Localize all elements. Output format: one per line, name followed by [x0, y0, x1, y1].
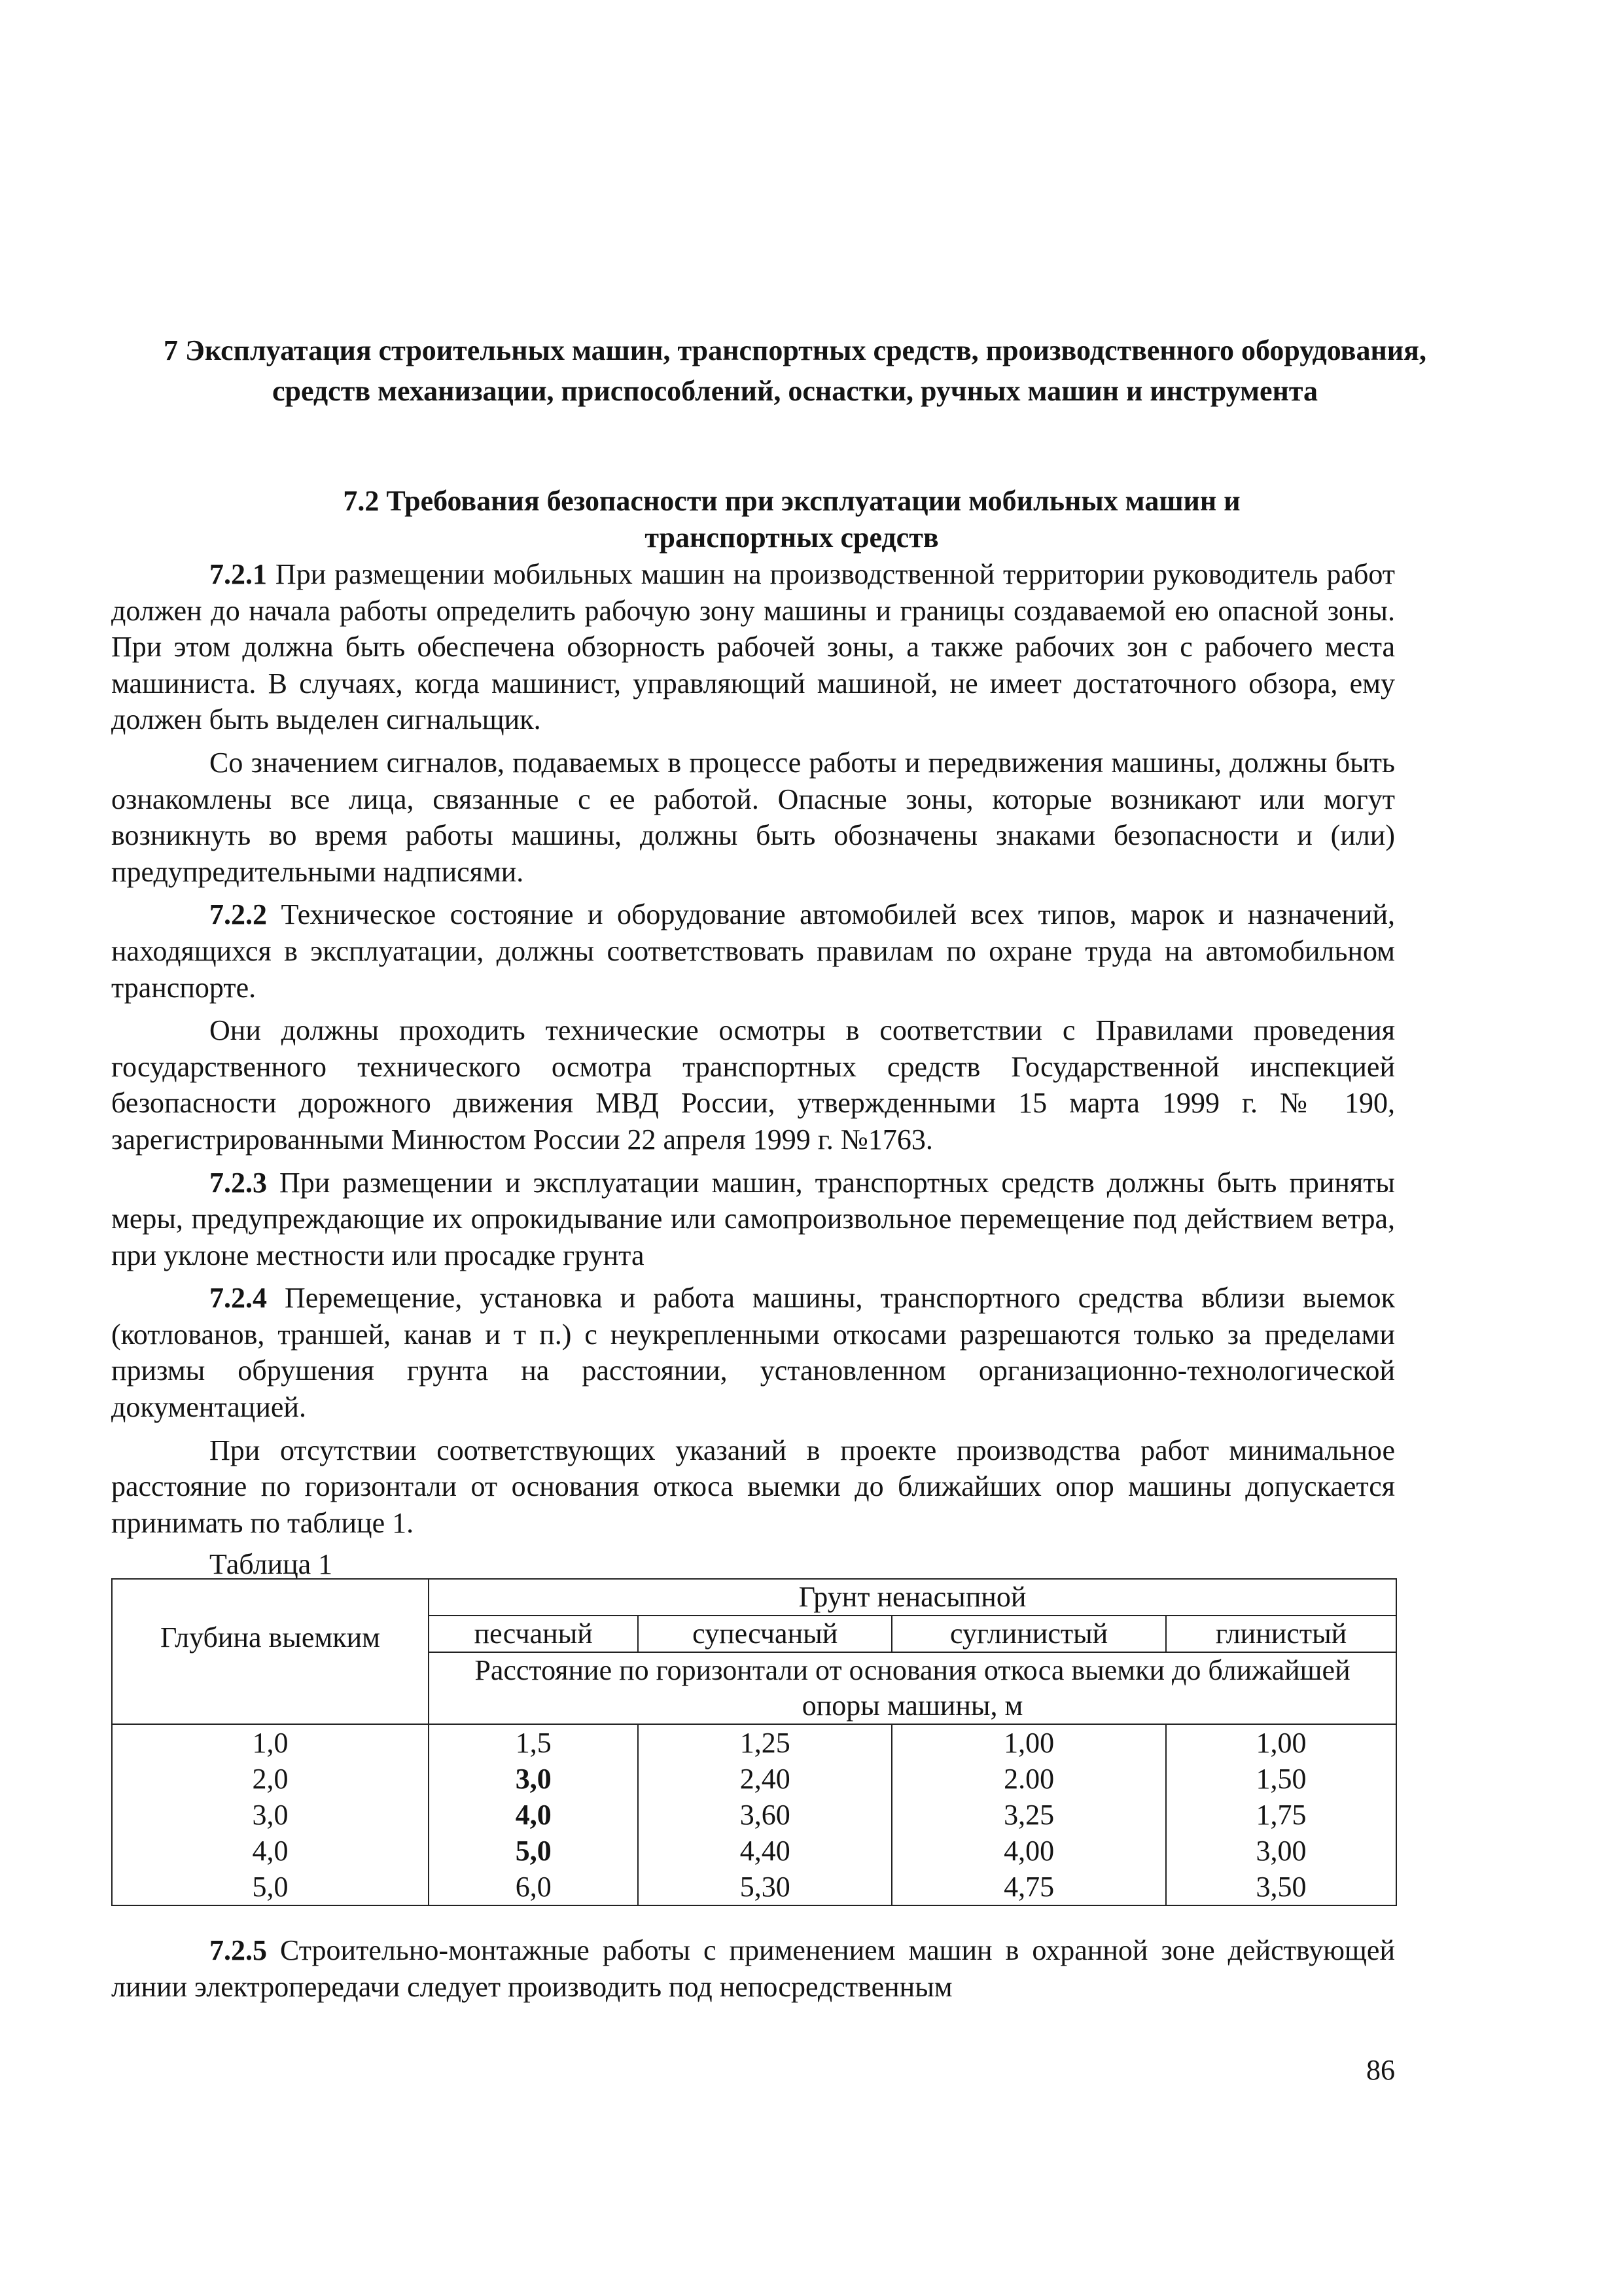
- paragraph: [111, 1932, 1395, 2006]
- paragraph-text: Техническое состояние и оборудование автомобилей всех типов, марок и назначений, находящихся в эксплуатации, должны соответствовать правилам по охране труда на автомобильном транспорте.: [111, 898, 1395, 1004]
- table-cell: 1,00: [1166, 1724, 1396, 1761]
- table-row: [112, 1833, 1396, 1869]
- table-row: [112, 1797, 1396, 1833]
- table-cell: 3,25: [892, 1797, 1166, 1833]
- distance-header: Расстояние по горизонтали от основания откоса выемки до ближайшей опоры машины, м: [429, 1652, 1396, 1724]
- paragraph-text: Они должны проходить технические осмотры в соответствии с Правилами проведения государственного технического осмотра транспортных средств Государственной инспекцией безопасности дорожного движения МВД России, утвержденными 15 марта 1999 г. № 190, зарегистрированными Минюстом России 22 апреля 1999 г. №1763.: [111, 1014, 1395, 1156]
- table-cell: 6,0: [429, 1869, 638, 1905]
- paragraph-text: При размещении мобильных машин на производственной территории руководитель работ должен до начала работы определить рабочую зону машины и границы создаваемой ею опасной зоны. При этом должна быть обеспечена обзорность рабочей зоны, а также рабочих зон с рабочего места машиниста. В случаях, когда машинист, управляющий машиной, не имеет достаточного обзора, ему должен быть выделен сигнальщик.: [111, 558, 1395, 736]
- table-cell: 5,30: [638, 1869, 892, 1905]
- distance-table: [111, 1578, 1397, 1906]
- table-cell: 3,50: [1166, 1869, 1396, 1905]
- paragraph-text: При отсутствии соответствующих указаний в проекте производства работ минимальное расстояние по горизонтали от основания откоса выемки до ближайших опор машины допускается принимать по таблице 1.: [111, 1434, 1395, 1539]
- paragraph: [111, 1432, 1395, 1542]
- table-caption: Таблица 1: [209, 1548, 333, 1580]
- page-number: 86: [1366, 2054, 1395, 2086]
- table-cell: 2.00: [892, 1761, 1166, 1797]
- clause-number: 7.2.4: [209, 1282, 267, 1315]
- table-cell: 4,0: [429, 1797, 638, 1833]
- table-cell: 1,25: [638, 1724, 892, 1761]
- table-cell: 1,75: [1166, 1797, 1396, 1833]
- soil-type-header: песчаный: [429, 1616, 638, 1652]
- table-cell: 4,40: [638, 1833, 892, 1869]
- table-cell: 3,60: [638, 1797, 892, 1833]
- paragraph: [111, 1280, 1395, 1425]
- soil-type-header: супесчаный: [638, 1616, 892, 1652]
- soil-header: Грунт ненасыпной: [429, 1579, 1396, 1616]
- section-title: 7.2 Требования безопасности при эксплуатации мобильных машин и транспортных средств: [343, 485, 1241, 554]
- paragraph: [111, 1165, 1395, 1274]
- table-cell: 1,0: [112, 1724, 429, 1761]
- table-cell: 1,5: [429, 1724, 638, 1761]
- table-cell: 2,40: [638, 1761, 892, 1797]
- table-cell: 4,0: [112, 1833, 429, 1869]
- body-text: [111, 556, 1395, 1547]
- paragraph-text: Перемещение, установка и работа машины, транспортного средства вблизи выемок (котлованов, траншей, канав и т п.) с неукрепленными откосами разрешаются только за пределами призмы обрушения грунта на расстоянии, установленном организационно-технологической документацией.: [111, 1282, 1395, 1424]
- table-cell: 4,00: [892, 1833, 1166, 1869]
- clause-number: 7.2.3: [209, 1166, 267, 1199]
- paragraph-text: Со значением сигналов, подаваемых в процессе работы и передвижения машины, должны быть ознакомлены все лица, связанные с ее работой. Опасные зоны, которые возникают или могут возникнуть во время работы машины, должны быть обозначены знаками безопасности и (или) предупредительными надписями.: [111, 746, 1395, 888]
- soil-type-header: глинистый: [1166, 1616, 1396, 1652]
- paragraph-text: При размещении и эксплуатации машин, транспортных средств должны быть приняты меры, предупреждающие их опрокидывание или самопроизвольное перемещение под действием ветра, при уклоне местности или просадке грунта: [111, 1166, 1395, 1271]
- table-cell: 5,0: [112, 1869, 429, 1905]
- clause-number: 7.2.5: [209, 1934, 267, 1966]
- table-cell: 1,50: [1166, 1761, 1396, 1797]
- table-row: [112, 1869, 1396, 1905]
- paragraph: [111, 556, 1395, 738]
- soil-type-header: суглинистый: [892, 1616, 1166, 1652]
- table-cell: 2,0: [112, 1761, 429, 1797]
- paragraph: [111, 1012, 1395, 1158]
- table-cell: 3,00: [1166, 1833, 1396, 1869]
- table-cell: 1,00: [892, 1724, 1166, 1761]
- table-row: [112, 1761, 1396, 1797]
- table-cell: 5,0: [429, 1833, 638, 1869]
- paragraph: [111, 745, 1395, 890]
- table-cell: 3,0: [112, 1797, 429, 1833]
- paragraph: [111, 896, 1395, 1006]
- paragraph-text: Строительно-монтажные работы с применением машин в охранной зоне действующей линии электропередачи следует производить под непосредственным: [111, 1934, 1395, 2003]
- clause-number: 7.2.1: [209, 558, 267, 590]
- clause-number: 7.2.2: [209, 898, 267, 931]
- table-cell: 3,0: [429, 1761, 638, 1797]
- table-header-row: [112, 1579, 1396, 1616]
- chapter-title: 7 Эксплуатация строительных машин, транспортных средств, производственного оборудования, средств механизации, приспособлений, оснастки, ручных машин и инструмента: [164, 334, 1426, 407]
- table-row: [112, 1724, 1396, 1761]
- table-cell: 4,75: [892, 1869, 1166, 1905]
- depth-header: Глубина выемким: [112, 1579, 429, 1724]
